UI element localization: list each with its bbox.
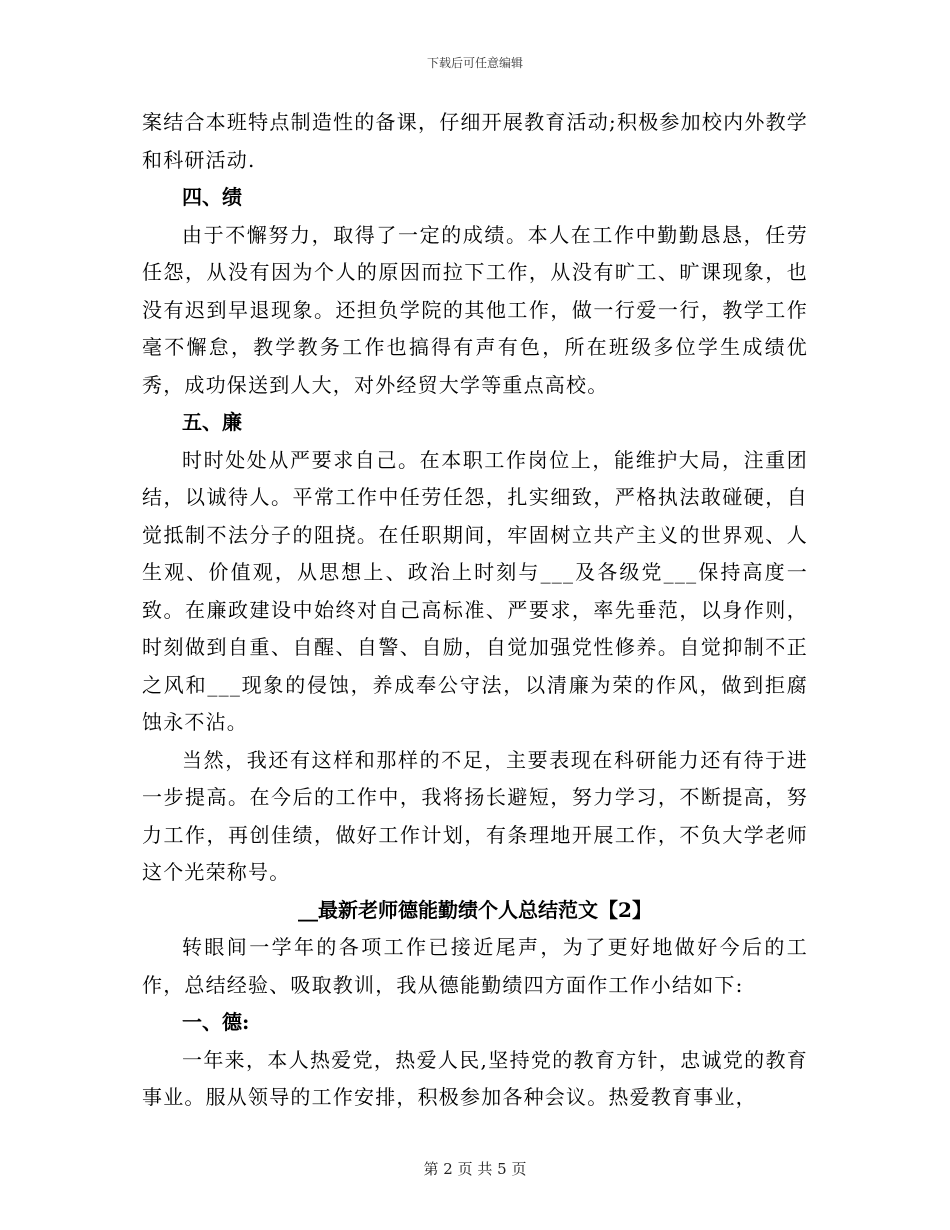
paragraph: 由于不懈努力，取得了一定的成绩。本人在工作中勤勤恳恳，任劳任怨，从没有因为个人的原因而拉下工作，从没有旷工、旷课现象，也没有迟到早退现象。还担负学院的其他工作，做一行爱一行，教学工作毫不懈怠，教学教务工作也搞得有声有色，所在班级多位学生成绩优秀，成功保送到人大，对外经贸大学等重点高校。 — [142, 222, 808, 397]
section-heading-de: 一、德: — [182, 1010, 250, 1034]
paragraph: 一年来，本人热爱党，热爱人民,坚持党的教育方针，忠诚党的教育事业。服从领导的工作安排，积极参加各种会议。热爱教育事业， — [142, 1047, 808, 1109]
page-header: 下载后可任意编辑 — [426, 56, 523, 70]
section-heading-lian: 五、廉 — [182, 410, 242, 434]
paragraph: 转眼间一学年的各项工作已接近尾声，为了更好地做好今后的工作，总结经验、吸取教训，我从德能勤绩四方面作工作小结如下: — [142, 935, 808, 997]
paragraph: 案结合本班特点制造性的备课，仔细开展教育活动;积极参加校内外教学和科研活动. — [142, 110, 808, 172]
article-title: __最新老师德能勤绩个人总结范文【2】 — [298, 897, 652, 922]
section-heading-ji: 四、绩 — [182, 185, 242, 209]
paragraph: 当然，我还有这样和那样的不足，主要表现在科研能力还有待于进一步提高。在今后的工作中，我将扬长避短，努力学习，不断提高，努力工作，再创佳绩，做好工作计划，有条理地开展工作，不负大学老师这个光荣称号。 — [142, 747, 808, 884]
paragraph: 时时处处从严要求自己。在本职工作岗位上，能维护大局，注重团结，以诚待人。平常工作中任劳任怨，扎实细致，严格执法敢碰硬，自觉抵制不法分子的阻挠。在任职期间，牢固树立共产主义的世界观、人生观、价值观，从思想上、政治上时刻与___及各级党___保持高度一致。在廉政建设中始终对自己高标准、严要求，率先垂范，以身作则，时刻做到自重、自醒、自警、自励，自觉加强党性修养。自觉抑制不正之风和___现象的侵蚀，养成奉公守法，以清廉为荣的作风，做到拒腐蚀永不沾。 — [142, 447, 808, 734]
page-number: 第 2 页 共 5 页 — [423, 1160, 527, 1178]
document-body — [142, 104, 808, 1117]
